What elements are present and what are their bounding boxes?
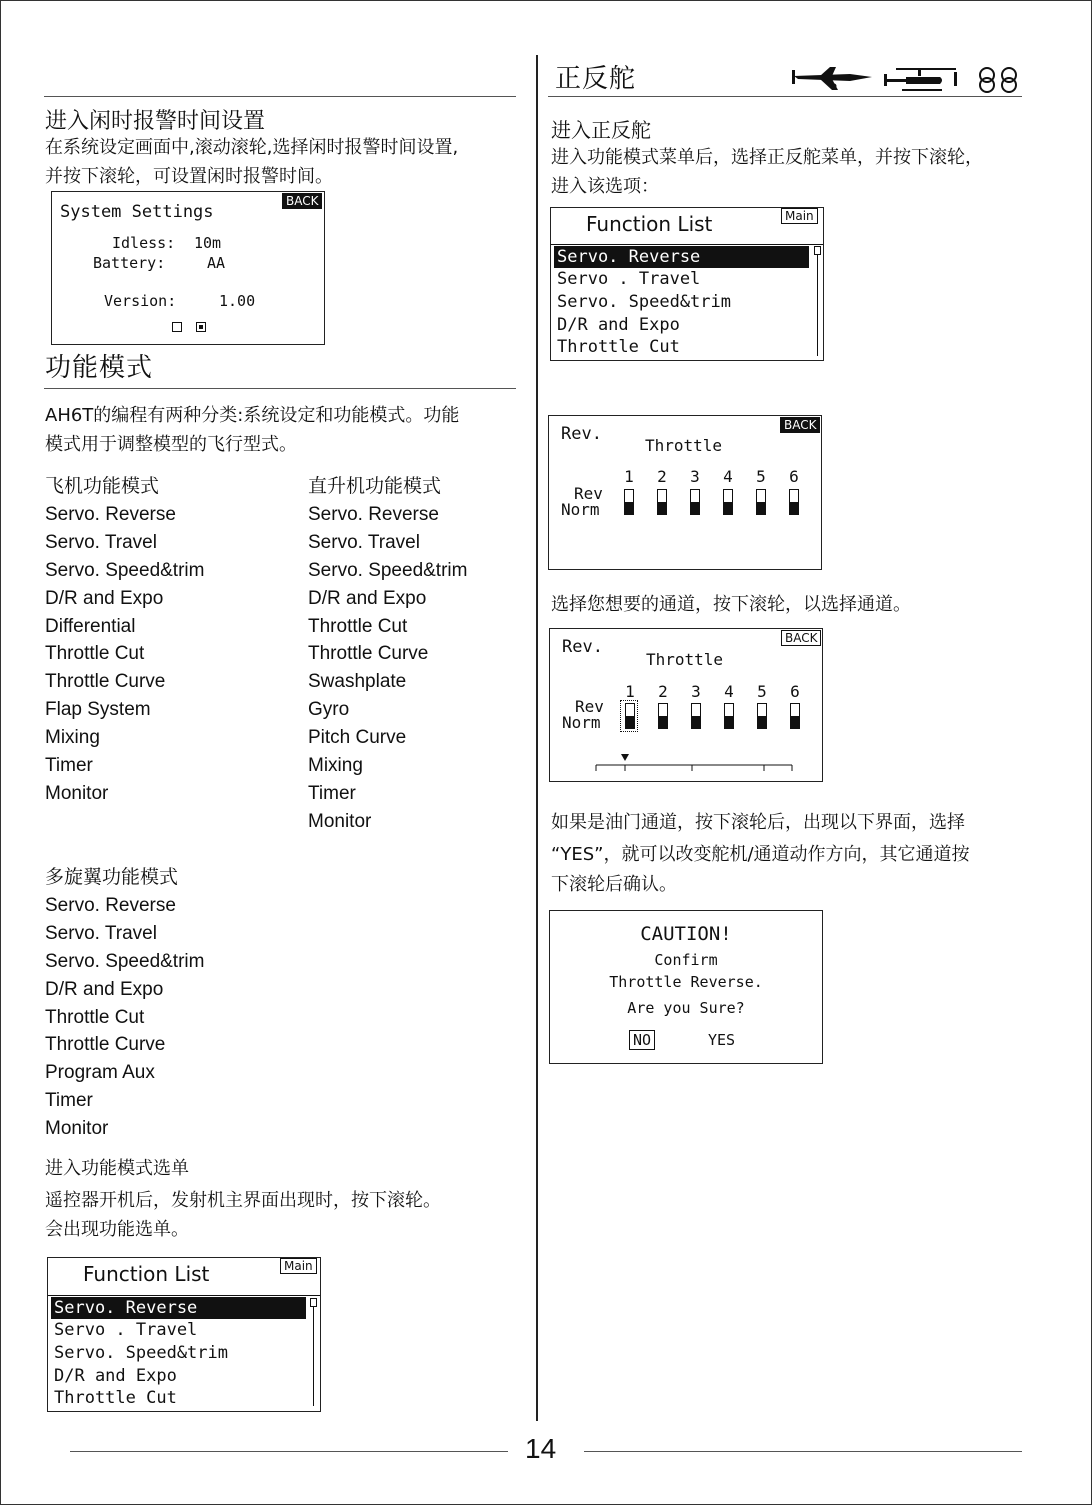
list-item: Throttle Cut [45,1006,145,1028]
menu-item-servo-reverse[interactable]: Servo. Reverse [51,1297,306,1319]
list-item: Flap System [45,699,151,721]
list-item: Servo. Travel [308,531,420,553]
list-item: Monitor [45,782,109,804]
screen-title: System Settings [60,202,214,222]
idle-alarm-text-2: 并按下滚轮，可设置闲时报警时间。 [45,166,333,187]
screen-title: Function List [586,212,713,236]
channel-toggle-4[interactable] [723,489,733,515]
list-item: Servo. Travel [45,531,157,553]
version-value: 1.00 [219,292,256,310]
column-divider [536,55,538,1421]
channel-toggle-6[interactable] [789,489,799,515]
battery-value: AA [207,254,226,272]
channel-number: 4 [723,467,733,486]
footer-divider [584,1451,1022,1452]
no-button[interactable]: NO [629,1030,655,1050]
battery-label: Battery: [93,254,166,272]
airplane-mode-list [45,473,204,808]
channel-toggle-3[interactable] [691,703,701,729]
select-channel-text: 选择您想要的通道，按下滚轮，以选择通道。 [551,594,911,615]
list-item: Timer [45,755,93,777]
divider [551,244,823,245]
divider [44,96,516,97]
idle-alarm-text-1: 在系统设定画面中,滚动滚轮,选择闲时报警时间设置, [45,137,459,158]
list-item: Servo. Reverse [45,503,176,525]
list-item: Throttle Curve [45,671,166,693]
divider [48,1295,320,1296]
menu-item-servo-speed-trim[interactable]: Servo. Speed&trim [557,292,731,312]
caution-line-2: Throttle Reverse. [609,973,763,991]
throttle-text-3: 下滚轮后确认。 [551,874,677,895]
list-item: Timer [45,1090,93,1112]
back-button[interactable]: BACK [282,193,322,209]
list-item: Program Aux [45,1062,155,1084]
list-item: Differential [45,615,136,637]
throttle-text-1: 如果是油门通道，按下滚轮后，出现以下界面，选择 [551,812,965,833]
menu-item-servo-speed-trim[interactable]: Servo. Speed&trim [54,1343,228,1363]
menu-item-servo-travel[interactable]: Servo . Travel [54,1320,198,1340]
screen-title: Function List [83,1262,210,1286]
scrollbar[interactable] [817,246,818,356]
norm-label: Norm [561,500,600,519]
channel-number: 4 [724,682,734,701]
list-item: Servo. Speed&trim [45,559,205,581]
list-item: Servo. Travel [45,922,157,944]
main-button[interactable]: Main [781,208,818,224]
channel-name: Throttle [645,436,723,455]
channel-number: 6 [789,467,799,486]
list-item: Mixing [308,755,363,777]
caution-line-1: Confirm [654,951,718,969]
norm-label: Norm [562,713,601,732]
servo-reverse-screen-selected [549,628,823,782]
channel-toggle-2[interactable] [657,489,667,515]
idle-value: 10m [194,234,222,252]
menu-item-servo-travel[interactable]: Servo . Travel [557,269,701,289]
list-item: Servo. Reverse [45,894,176,916]
channel-number: 3 [690,467,700,486]
channel-toggle-1[interactable] [625,703,635,729]
multirotor-mode-list [45,864,204,1143]
function-list-screen [550,207,824,361]
menu-item-servo-reverse[interactable]: Servo. Reverse [554,246,809,268]
list-item: Servo. Speed&trim [308,559,468,581]
enter-reverse-text-1: 进入功能模式菜单后，选择正反舵菜单，并按下滚轮， [551,147,983,168]
version-label: Version: [104,292,177,310]
list-item: Pitch Curve [308,727,407,749]
back-button[interactable]: BACK [780,417,820,433]
function-mode-intro-2: 模式用于调整模型的飞行型式。 [45,434,297,455]
list-item: Throttle Cut [45,643,145,665]
main-button[interactable]: Main [280,1258,317,1274]
list-item: D/R and Expo [45,587,164,609]
list-item: Servo. Speed&trim [45,950,205,972]
menu-item-dr-expo[interactable]: D/R and Expo [54,1366,177,1386]
channel-toggle-1[interactable] [624,489,634,515]
helicopter-mode-list [308,473,467,836]
list-item: Throttle Curve [308,643,429,665]
channel-toggle-6[interactable] [790,703,800,729]
channel-toggle-3[interactable] [690,489,700,515]
divider [44,388,516,389]
list-item: Monitor [308,810,372,832]
screen-title: Rev. [562,637,603,657]
page-indicator-current [196,322,206,332]
enter-reverse-text-2: 进入该选项： [551,176,659,197]
multirotor-mode-title: 多旋翼功能模式 [45,867,179,888]
caution-line-3: Are you Sure? [627,999,745,1017]
section-title: 正反舵 [555,64,637,94]
enter-menu-heading: 进入功能模式选单 [45,1158,189,1179]
servo-reverse-screen [548,415,822,570]
list-item: Monitor [45,1118,109,1140]
list-item: Gyro [308,699,350,721]
rev-label: Rev [575,697,604,716]
channel-toggle-5[interactable] [757,703,767,729]
caution-title: CAUTION! [640,923,732,945]
idle-label: Idless: [112,234,176,252]
function-mode-intro-1: AH6T的编程有两种分类:系统设定和功能模式。功能 [45,405,460,426]
enter-menu-text-2: 会出现功能选单。 [45,1219,189,1240]
channel-number: 6 [790,682,800,701]
scrollbar-thumb[interactable] [310,1298,317,1307]
page-indicator-empty [172,322,182,332]
idle-alarm-heading: 进入闲时报警时间设置 [45,109,266,134]
multirotor-icon [973,66,1025,94]
function-mode-heading: 功能模式 [45,353,154,383]
rev-label: Rev [574,484,603,503]
channel-name: Throttle [646,650,724,669]
helicopter-icon [882,64,964,94]
list-item: Throttle Cut [308,615,408,637]
airplane-icon [790,64,875,94]
scrollbar-thumb[interactable] [814,246,821,255]
function-list-screen [47,1257,321,1412]
channel-number: 5 [757,682,767,701]
channel-number: 2 [657,467,667,486]
list-item: Throttle Curve [45,1034,166,1056]
list-item: D/R and Expo [308,587,427,609]
page-number: 14 [525,1433,557,1464]
channel-number: 5 [756,467,766,486]
back-button[interactable]: BACK [781,630,821,646]
menu-item-dr-expo[interactable]: D/R and Expo [557,315,680,335]
system-settings-screen [51,191,325,345]
channel-toggle-4[interactable] [724,703,734,729]
yes-button[interactable]: YES [708,1031,736,1049]
divider [548,96,1022,97]
channel-number: 1 [624,467,634,486]
footer-divider [70,1451,508,1452]
menu-item-throttle-cut[interactable]: Throttle Cut [54,1388,177,1408]
channel-toggle-5[interactable] [756,489,766,515]
list-item: Timer [308,782,356,804]
list-item: Mixing [45,727,100,749]
screen-title: Rev. [561,424,602,444]
airplane-mode-title: 飞机功能模式 [45,476,160,497]
enter-reverse-heading: 进入正反舵 [551,118,651,142]
helicopter-mode-title: 直升机功能模式 [308,476,442,497]
channel-toggle-2[interactable] [658,703,668,729]
scrollbar[interactable] [313,1298,314,1406]
channel-number: 1 [625,682,635,701]
throttle-text-2: “YES”，就可以改变舵机/通道动作方向，其它通道按 [551,844,970,865]
list-item: Swashplate [308,671,407,693]
channel-number: 2 [658,682,668,701]
position-scale [594,753,794,773]
list-item: D/R and Expo [45,978,164,1000]
channel-number: 3 [691,682,701,701]
menu-item-throttle-cut[interactable]: Throttle Cut [557,337,680,357]
list-item: Servo. Reverse [308,503,439,525]
caution-dialog-screen [549,910,823,1064]
enter-menu-text-1: 遥控器开机后，发射机主界面出现时，按下滚轮。 [45,1190,441,1211]
